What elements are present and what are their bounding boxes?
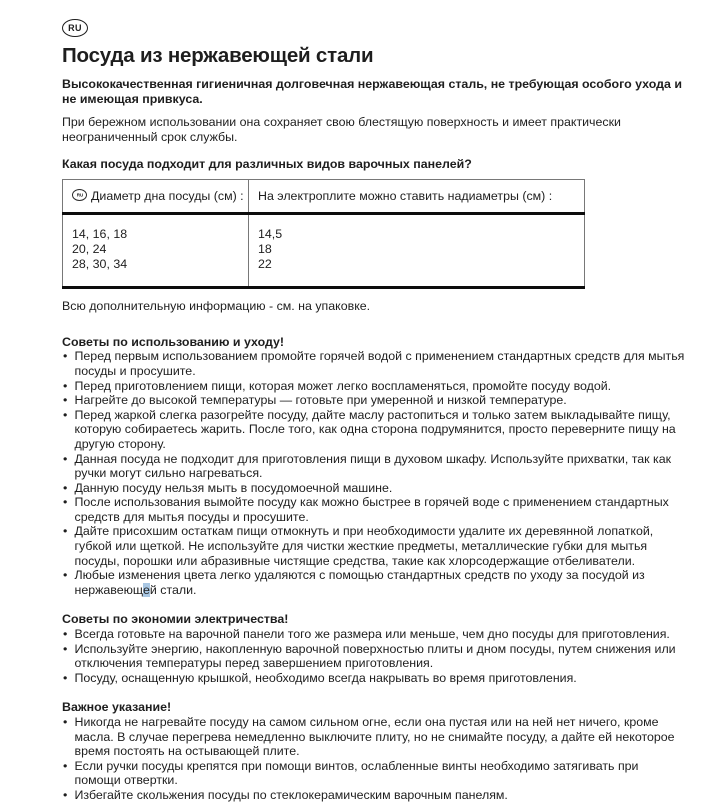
ru-mini-badge-label: RU: [76, 192, 83, 198]
energy-saving-section: [62, 612, 687, 685]
usage-care-section: [62, 335, 687, 598]
page-title: Посуда из нержавеющей стали: [62, 44, 374, 67]
electric-cooktop-value: 22: [258, 256, 272, 271]
table-row: [63, 213, 585, 288]
intro-bold-paragraph: Высококачественная гигиеничная долговечная нержавеющая сталь, не требующая особого ухода и не имеющая привкуса.: [62, 77, 682, 106]
list-item: • Данную посуду нельзя мыть в посудомоечной машине.: [62, 481, 687, 496]
table-body: [63, 213, 585, 288]
pan-diameter-value: 14, 16, 18: [72, 226, 128, 241]
ru-mini-badge-icon: [72, 189, 87, 201]
list-item: • Нагрейте до высокой температуры — готовьте при умеренной и низкой температуре.: [62, 393, 687, 408]
text-selection-highlight: е: [143, 582, 150, 597]
electric-cooktop-value: 18: [258, 241, 272, 256]
important-notice-section: [62, 700, 687, 802]
list-item: • Дайте присохшим остаткам пищи отмокнуть и при необходимости удалите их деревянной лопаткой, губкой или щеткой. Не используйте для чистки жесткие предметы, металлические губки для мытья посуды, порошки или абразивные чистящие средства, такие как хлорсодержащие отбеливатели.: [62, 524, 687, 568]
list-item: • Никогда не нагревайте посуду на самом сильном огне, если она пустая или на ней нет ничего, кроме масла. В случае перегрева немедленно выключите плиту, но не снимайте посуду, а дайте ей некоторое время постоять на остывающей плите.: [62, 715, 687, 759]
cooktop-compatibility-table: [62, 179, 585, 289]
highlight-bullet-before: Любые изменения цвета легко удаляются с помощью стандартных средств по уходу за посудой из нержавеющ: [74, 568, 645, 597]
table-header-row: [63, 179, 585, 213]
table-header-pan-diameter-label: Диаметр дна посуды (см) :: [91, 188, 244, 203]
usage-care-list: [62, 349, 687, 597]
highlight-bullet-after: й стали.: [149, 582, 197, 597]
pan-diameter-value: 28, 30, 34: [72, 256, 128, 271]
intro-paragraph: При бережном использовании она сохраняет свою блестящую поверхность и имеет практически неограниченный срок службы.: [62, 115, 621, 144]
list-item: • После использования вымойте посуду как можно быстрее в горячей воде с применением стандартных средств для мытья посуды и просушите.: [62, 495, 687, 524]
energy-saving-list: [62, 627, 687, 685]
energy-saving-heading: Советы по экономии электричества!: [62, 612, 289, 627]
list-item: • Перед первым использованием промойте горячей водой с применением стандартных средств для мытья посуды и просушите.: [62, 349, 687, 378]
table-header-electric-cooktop: На электроплите можно ставить надиаметры (см) :: [249, 179, 585, 213]
important-notice-heading: Важное указание!: [62, 700, 172, 715]
electric-cooktop-values-cell: [249, 213, 585, 288]
ru-language-badge-icon: [62, 19, 88, 37]
pan-diameter-value: 20, 24: [72, 241, 107, 256]
list-item: • Данная посуда не подходит для приготовления пищи в духовом шкафу. Используйте прихватки, так как ручки могут сильно нагреваться.: [62, 452, 687, 481]
list-item: • Перед приготовлением пищи, которая может легко воспламеняться, промойте посуду водой.: [62, 379, 687, 394]
ru-badge-label: RU: [68, 22, 82, 33]
list-item: • Если ручки посуды крепятся при помощи винтов, ослабленные винты необходимо затягивать при помощи отвертки.: [62, 759, 687, 788]
usage-care-heading: Советы по использованию и уходу!: [62, 334, 285, 349]
list-item-with-highlight: [62, 568, 687, 597]
electric-cooktop-value: 14,5: [258, 226, 283, 241]
list-item: • Перед жаркой слегка разогрейте посуду, дайте маслу растопиться и только затем выкладывайте пищу, которую собираетесь жарить. После того, как одна сторона подрумянится, просто переверните пищу на другую сторону.: [62, 408, 687, 452]
table-header-pan-diameter: [63, 179, 249, 213]
list-item: • Посуду, оснащенную крышкой, необходимо всегда накрывать во время приготовления.: [62, 671, 687, 686]
cooktop-section-heading: Какая посуда подходит для различных видов варочных панелей?: [62, 157, 472, 172]
list-item: • Всегда готовьте на варочной панели того же размера или меньше, чем дно посуды для приготовления.: [62, 627, 687, 642]
packaging-note: Всю дополнительную информацию - см. на упаковке.: [62, 299, 371, 314]
important-notice-list: [62, 715, 687, 803]
list-item: • Используйте энергию, накопленную варочной поверхностью плиты и дном посуды, путем снижения или отключения температуры перед завершением приготовления.: [62, 642, 687, 671]
pan-diameter-values-cell: [63, 213, 249, 288]
list-item: • Избегайте скольжения посуды по стеклокерамическим варочным панелям.: [62, 788, 687, 803]
